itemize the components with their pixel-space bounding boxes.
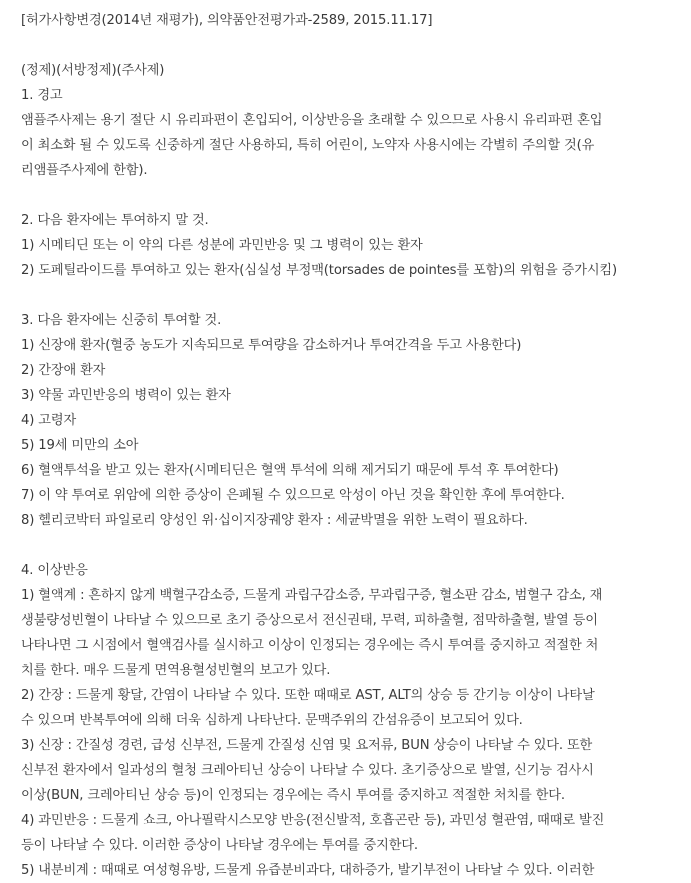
paragraph-line: 신부전 환자에서 일과성의 혈청 크레아티닌 상승이 나타날 수 있다. 초기증상으로 발열, 신기능 검사시 <box>21 763 594 778</box>
list-item: 7) 이 약 투여로 위암에 의한 증상이 은폐될 수 있으므로 악성이 아닌 것을 확인한 후에 투여한다. <box>21 488 565 503</box>
list-item: 1) 신장애 환자(혈중 농도가 지속되므로 투여량을 감소하거나 투여간격을 두고 사용한다) <box>21 338 522 353</box>
paragraph-line: 5) 내분비계 : 때때로 여성형유방, 드물게 유즙분비과다, 대하증가, 발기부전이 나타날 수 있다. 이러한 <box>21 863 595 878</box>
section-adverse-reactions <box>21 558 686 883</box>
section-contraindications <box>21 208 686 283</box>
list-item: 2) 간장애 환자 <box>21 363 106 378</box>
paragraph-line: 수 있으며 반복투여에 의해 더욱 심하게 나타난다. 문맥주위의 간섬유증이 보고되어 있다. <box>21 713 523 728</box>
paragraph-line: 나타나면 그 시점에서 혈액검사를 실시하고 이상이 인정되는 경우에는 즉시 투여를 중지하고 적절한 처 <box>21 638 599 653</box>
list-item: 4) 고령자 <box>21 413 77 428</box>
paragraph-line: 리앰플주사제에 한함). <box>21 163 148 178</box>
paragraph-line: 4) 과민반응 : 드물게 쇼크, 아나필락시스모양 반응(전신발적, 호흡곤란 등), 과민성 혈관염, 때때로 발진 <box>21 813 605 828</box>
paragraph-line: 치를 한다. 매우 드물게 면역용혈성빈혈의 보고가 있다. <box>21 663 331 678</box>
list-item: 6) 혈액투석을 받고 있는 환자(시메티딘은 혈액 투석에 의해 제거되기 때문에 투석 후 투여한다) <box>21 463 559 478</box>
list-item: 2) 도페틸라이드를 투여하고 있는 환자(심실성 부정맥(torsades de pointes를 포함)의 위험을 증가시킴) <box>21 263 618 278</box>
blank-line <box>21 33 686 58</box>
document <box>21 8 686 883</box>
blank-line <box>21 183 686 208</box>
blank-line <box>21 283 686 308</box>
dosage-form-category: (정제)(서방정제)(주사제) <box>21 63 165 78</box>
section-heading: 2. 다음 환자에는 투여하지 말 것. <box>21 213 209 228</box>
section-precautions <box>21 308 686 533</box>
paragraph-line: 앰플주사제는 용기 절단 시 유리파편이 혼입되어, 이상반응을 초래할 수 있으므로 사용시 유리파편 혼입 <box>21 113 603 128</box>
blank-line <box>21 533 686 558</box>
paragraph-line: 2) 간장 : 드물게 황달, 간염이 나타날 수 있다. 또한 때때로 AST, ALT의 상승 등 간기능 이상이 나타날 <box>21 688 595 703</box>
paragraph-line: 이 최소화 될 수 있도록 신중하게 절단 사용하되, 특히 어린이, 노약자 사용시에는 각별히 주의할 것(유 <box>21 138 595 153</box>
paragraph-line: 이상(BUN, 크레아티닌 상승 등)이 인정되는 경우에는 즉시 투여를 중지하고 적절한 처치를 한다. <box>21 788 565 803</box>
section-heading: 4. 이상반응 <box>21 563 88 578</box>
paragraph-line: 등이 나타날 수 있다. 이러한 증상이 나타날 경우에는 투여를 중지한다. <box>21 838 418 853</box>
document-header: [허가사항변경(2014년 재평가), 의약품안전평가과-2589, 2015.11.17] <box>21 13 433 28</box>
paragraph-line: 생불량성빈혈이 나타날 수 있으므로 초기 증상으로서 전신권태, 무력, 피하출혈, 점막하출혈, 발열 등이 <box>21 613 598 628</box>
list-item: 5) 19세 미만의 소아 <box>21 438 139 453</box>
paragraph-line: 1) 혈액계 : 흔하지 않게 백혈구감소증, 드물게 과립구감소증, 무과립구증, 혈소판 감소, 범혈구 감소, 재 <box>21 588 603 603</box>
section-warning <box>21 83 686 183</box>
list-item: 1) 시메티딘 또는 이 약의 다른 성분에 과민반응 및 그 병력이 있는 환자 <box>21 238 423 253</box>
list-item: 3) 약물 과민반응의 병력이 있는 환자 <box>21 388 231 403</box>
section-heading: 1. 경고 <box>21 88 63 103</box>
paragraph-line: 3) 신장 : 간질성 경련, 급성 신부전, 드물게 간질성 신염 및 요저류, BUN 상승이 나타날 수 있다. 또한 <box>21 738 593 753</box>
section-heading: 3. 다음 환자에는 신중히 투여할 것. <box>21 313 222 328</box>
list-item: 8) 헬리코박터 파일로리 양성인 위·십이지장궤양 환자 : 세균박멸을 위한 노력이 필요하다. <box>21 513 528 528</box>
